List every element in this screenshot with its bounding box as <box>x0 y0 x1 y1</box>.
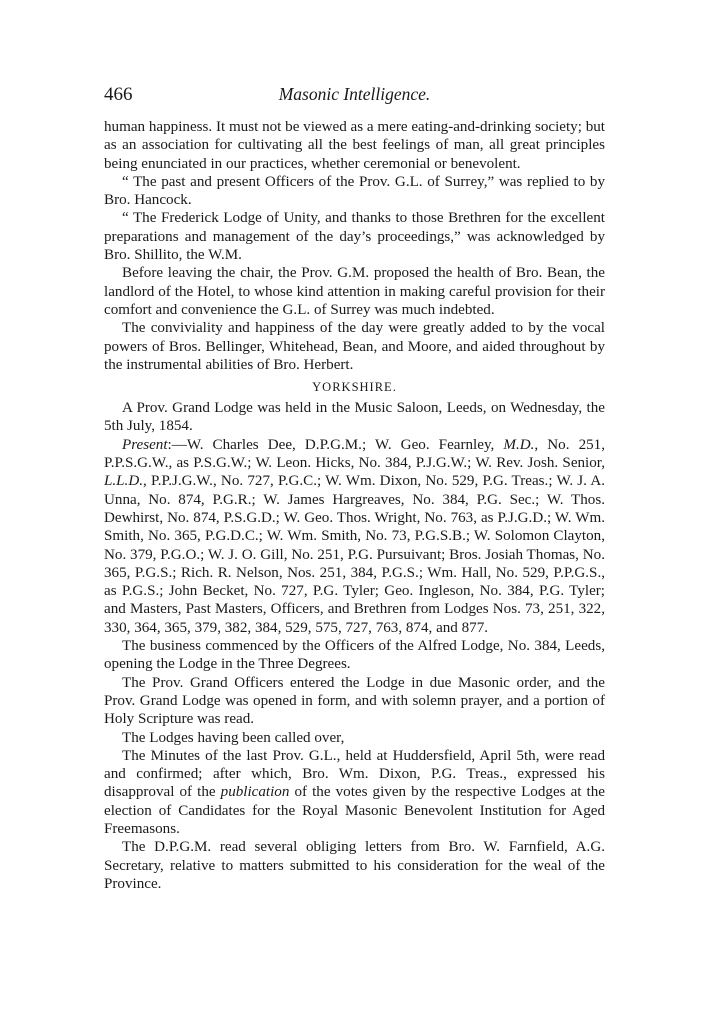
present-paragraph <box>104 436 605 637</box>
present-text: , P.P.J.G.W., No. 727, P.G.C.; W. Wm. Dixon, No. 529, P.G. Treas.; W. J. A. Unna, No. 874, P.G.R.; W. James Hargreaves, No. 384, P.G. Sec.; W. Thos. Dewhirst, No. 874, P.S.G.D.; W. Geo. Thos. Wright, No. 763, as P.J.G.D.; W. Wm. Smith, No. 365, P.G.D.C.; W. Wm. Smith, No. 73, P.G.S.B.; W. Solomon Clayton, No. 379, P.G.O.; W. J. O. Gill, No. 251, P.G. Pursuivant; Bros. Josiah Thomas, No. 365, P.G.S.; Rich. R. Nelson, Nos. 251, 384, P.G.S.; Wm. Hall, No. 529, P.P.G.S., as P.G.S.; John Becket, No. 727, P.G. Tyler; Geo. Ingleson, No. 384, P.G. Tyler; and Masters, Past Masters, Officers, and Brethren from Lodges Nos. 73, 251, 322, 330, 364, 365, 379, 382, 384, 529, 575, 727, 763, 874, and 877. <box>104 473 605 636</box>
degree-md: M.D. <box>503 436 535 453</box>
paragraph: A Prov. Grand Lodge was held in the Music Saloon, Leeds, on Wednesday, the 5th July, 1854. <box>104 400 605 435</box>
present-text: , No. 251, P.P.S.G.W., as P.S.G.W.; W. Leon. Hicks, No. 384, P.J.G.W.; W. Rev. Josh. Senior, <box>104 436 605 472</box>
minutes-paragraph <box>104 747 605 838</box>
minutes-text: of the votes given by the respective Lodges at the election of Candidates for the Royal Masonic Benevolent Institution for Aged Freemasons. <box>104 784 605 837</box>
present-label: Present <box>122 436 168 453</box>
paragraph: The D.P.G.M. read several obliging letters from Bro. W. Farnfield, A.G. Secretary, relative to matters submitted to his consideration for the weal of the Province. <box>104 839 605 892</box>
present-text: :—W. Charles Dee, D.P.G.M.; W. Geo. Fearnley, <box>167 436 504 453</box>
minutes-italic: publication <box>220 784 290 801</box>
page-header <box>104 84 605 110</box>
paragraph: The conviviality and happiness of the day were greatly added to by the vocal powers of Bros. Bellinger, Whitehead, Bean, and Moore, and aided throughout by the instrumental abilities of Bro. Herbert. <box>104 320 605 373</box>
page-number: 466 <box>104 84 133 105</box>
paragraph: The Lodges having been called over, <box>122 729 345 746</box>
section-title: YORKSHIRE. <box>312 380 397 395</box>
paragraph: human happiness. It must not be viewed as a mere eating-and-drinking society; but as an association for cultivating all the best feelings of man, all great principles being enunciated in our practices, whether ceremonial or benevolent. <box>104 119 605 172</box>
paragraph: “ The past and present Officers of the Prov. G.L. of Surrey,” was replied to by Bro. Hancock. <box>104 173 605 209</box>
paragraph: The business commenced by the Officers of the Alfred Lodge, No. 384, Leeds, opening the Lodge in the Three Degrees. <box>104 638 605 673</box>
minutes-text: The Minutes of the last Prov. G.L., held at Huddersfield, April 5th, were read and confirmed; after which, Bro. Wm. Dixon, P.G. Treas., expressed his disapproval of the <box>104 747 605 801</box>
paragraph: “ The Frederick Lodge of Unity, and thanks to those Brethren for the excellent preparations and management of the day’s proceedings,” was acknowledged by Bro. Shillito, the W.M. <box>104 210 605 264</box>
paragraph: Before leaving the chair, the Prov. G.M. proposed the health of Bro. Bean, the landlord of the Hotel, to whose kind attention in making careful provision for their comfort and convenience the G.L. of Surrey was much indebted. <box>104 265 605 318</box>
degree-lld: L.L.D. <box>104 473 144 490</box>
paragraph: The Prov. Grand Officers entered the Lodge in due Masonic order, and the Prov. Grand Lodge was opened in form, and with solemn prayer, and a portion of Holy Scripture was read. <box>104 674 605 728</box>
article-body <box>104 118 605 893</box>
running-head: Masonic Intelligence. <box>278 84 431 104</box>
